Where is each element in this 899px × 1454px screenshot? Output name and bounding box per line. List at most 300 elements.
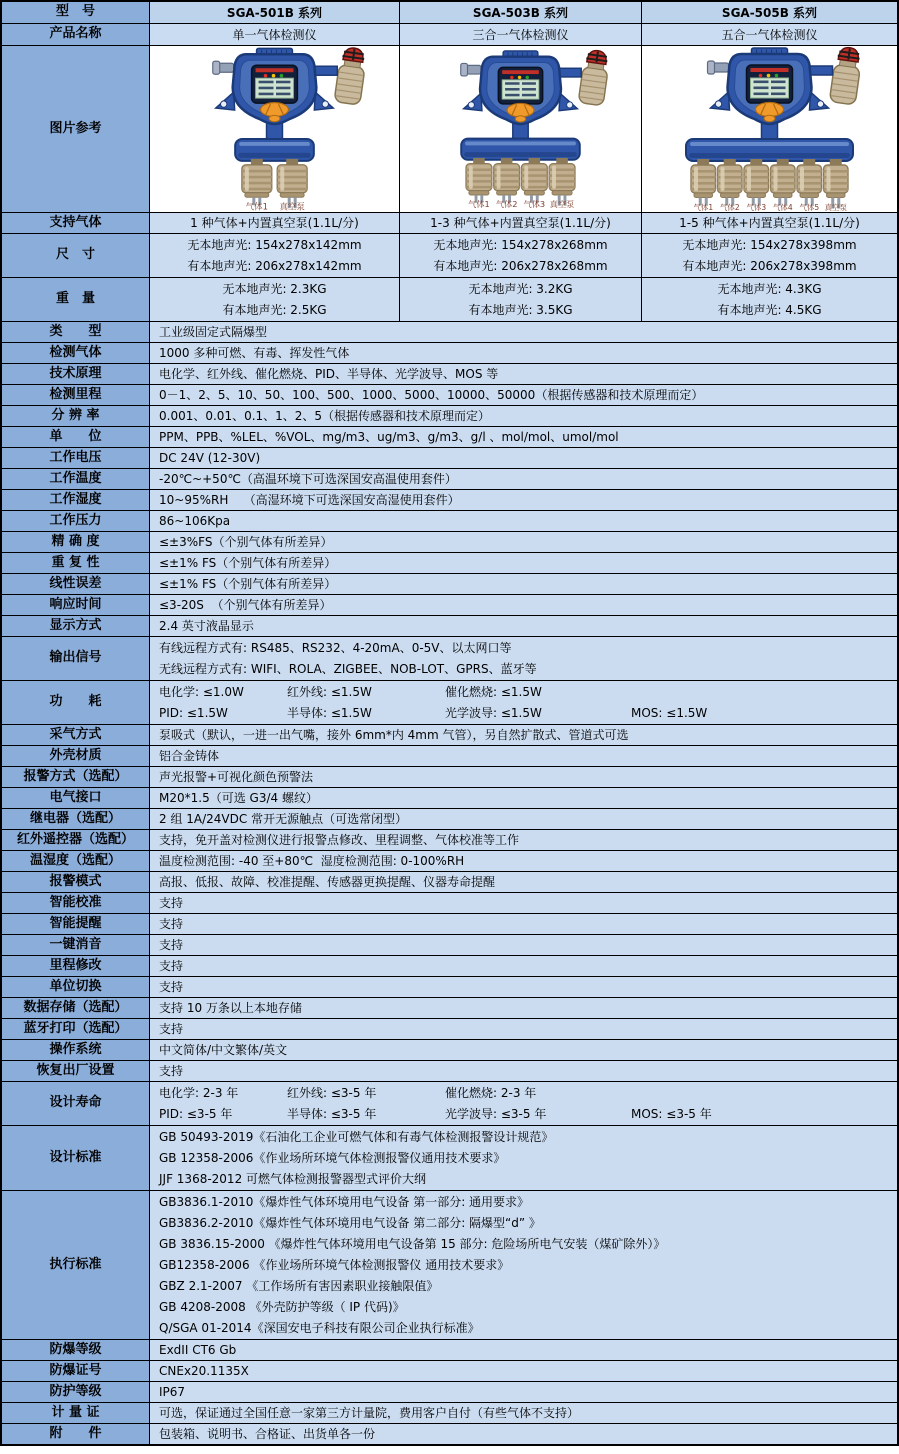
spec-row — [2, 1191, 897, 1340]
spec-value-cell — [150, 746, 897, 766]
spec-text: GBZ 2.1-2007 《工作场所有害因素职业接触限值》 — [159, 1278, 439, 1293]
spec-text: 五合一气体检测仪 — [721, 27, 818, 42]
spec-row — [2, 469, 897, 490]
row-values — [150, 1061, 897, 1081]
spec-text: GB12358-2006 《作业场所环境气体检测报警仪 通用技术要求》 — [159, 1257, 510, 1272]
spec-value-cell — [400, 213, 642, 233]
spec-text: 2 组 1A/24VDC 常开无源触点（可选常闭型） — [159, 812, 408, 826]
spec-row — [2, 788, 897, 809]
spec-value-cell — [150, 914, 897, 934]
row-label: 采气方式 — [2, 725, 150, 745]
spec-text: 有线远程方式有: RS485、RS232、4-20mA、0-5V、以太网口等 — [159, 640, 512, 655]
spec-value-cell — [642, 278, 897, 321]
spec-text: 有本地声光: 4.5KG — [717, 302, 822, 317]
spec-text — [159, 703, 707, 724]
spec-text — [159, 682, 631, 703]
spec-value-cell — [150, 1040, 897, 1060]
spec-value-cell — [150, 1361, 897, 1381]
spec-row — [2, 427, 897, 448]
spec-row — [2, 278, 897, 322]
spec-text: Q/SGA 01-2014《深国安电子科技有限公司企业执行标准》 — [159, 1320, 480, 1335]
spec-text: 无本地声光: 154x278x142mm — [187, 237, 362, 252]
spec-row — [2, 1126, 897, 1191]
spec-text: M20*1.5（可选 G3/4 螺纹） — [159, 791, 318, 805]
spec-value-cell — [150, 234, 400, 277]
spec-text: SGA-505B 系列 — [721, 5, 818, 20]
spec-row — [2, 637, 897, 681]
spec-value-cell — [150, 830, 897, 850]
spec-value-cell — [642, 213, 897, 233]
row-values — [150, 998, 897, 1018]
row-values — [150, 956, 897, 976]
row-label: 检测气体 — [2, 343, 150, 363]
spec-text: ≤±1% FS（个别气体有所差异） — [159, 577, 337, 591]
row-values — [150, 574, 897, 594]
spec-value-cell — [150, 595, 897, 615]
spec-value-cell — [150, 427, 897, 447]
spec-text: PPM、PPB、%LEL、%VOL、mg/m3、ug/m3、g/m3、g/l 、mol/mol、umol/mol — [159, 430, 619, 444]
row-values — [150, 1019, 897, 1039]
row-values — [150, 872, 897, 892]
spec-text: 支持 — [159, 896, 184, 910]
spec-row — [2, 914, 897, 935]
spec-text: 声光报警+可视化颜色预警法 — [159, 770, 314, 784]
row-values — [150, 553, 897, 573]
spec-text-segment: 半导体: ≤1.5W — [287, 705, 372, 720]
row-values — [150, 490, 897, 510]
row-values — [150, 234, 897, 277]
spec-value-cell — [642, 24, 897, 45]
spec-value-cell — [150, 681, 897, 724]
spec-value-cell — [150, 1126, 897, 1190]
row-label: 工作温度 — [2, 469, 150, 489]
spec-text: 高报、低报、故障、校准提醒、传感器更换提醒、仪器寿命提醒 — [159, 875, 496, 889]
row-label: 技术原理 — [2, 364, 150, 384]
spec-value-cell — [150, 490, 897, 510]
spec-value-cell — [150, 1061, 897, 1081]
spec-text: CNEx20.1135X — [159, 1364, 249, 1378]
row-label: 防爆等级 — [2, 1340, 150, 1360]
sensor-label: 气体1 — [693, 203, 714, 212]
spec-value-cell — [150, 1191, 897, 1339]
row-label: 防爆证号 — [2, 1361, 150, 1381]
row-label: 附 件 — [2, 1424, 150, 1444]
spec-text: ≤±1% FS（个别气体有所差异） — [159, 556, 337, 570]
spec-text: 有本地声光: 206x278x268mm — [433, 258, 608, 273]
spec-text-segment: MOS: ≤1.5W — [631, 705, 708, 720]
spec-text: 无线远程方式有: WIFI、ROLA、ZIGBEE、NOB-LOT、GPRS、蓝牙等 — [159, 661, 537, 676]
spec-row — [2, 1361, 897, 1382]
spec-text: GB 12358-2006《作业场所环境气体检测报警仪通用技术要求》 — [159, 1150, 506, 1165]
spec-text-segment: 红外线: ≤3-5 年 — [287, 1085, 377, 1100]
spec-text: 支持 10 万条以上本地存储 — [159, 1001, 302, 1015]
row-label: 智能校准 — [2, 893, 150, 913]
sensor-label: 真空泵 — [549, 199, 575, 210]
spec-row — [2, 574, 897, 595]
spec-row — [2, 532, 897, 553]
spec-row — [2, 322, 897, 343]
row-values — [150, 1403, 897, 1423]
row-label: 报警模式 — [2, 872, 150, 892]
spec-value-cell — [150, 893, 897, 913]
spec-value-cell — [400, 278, 642, 321]
row-values — [150, 385, 897, 405]
spec-row — [2, 767, 897, 788]
row-values — [150, 767, 897, 787]
spec-value-cell — [150, 977, 897, 997]
row-values — [150, 24, 897, 45]
row-values — [150, 893, 897, 913]
row-label: 电气接口 — [2, 788, 150, 808]
spec-value-cell — [150, 767, 897, 787]
row-label: 操作系统 — [2, 1040, 150, 1060]
model-name — [150, 2, 400, 23]
row-values — [150, 532, 897, 552]
alarm-light-icon — [829, 46, 863, 105]
row-label: 功 耗 — [2, 681, 150, 724]
row-values — [150, 637, 897, 680]
row-label: 重 复 性 — [2, 553, 150, 573]
spec-text — [159, 1104, 712, 1125]
spec-text: 包装箱、说明书、合格证、出货单各一份 — [159, 1427, 376, 1441]
row-label: 精 确 度 — [2, 532, 150, 552]
spec-row — [2, 1382, 897, 1403]
spec-text-segment: 电化学: ≤1.0W — [159, 684, 244, 699]
sensor-label: 真空泵 — [824, 203, 847, 212]
row-label: 图片参考 — [2, 46, 150, 212]
spec-text: 1000 多种可燃、有毒、挥发性气体 — [159, 346, 350, 360]
sensor-label: 气体1 — [245, 201, 268, 212]
row-label: 计 量 证 — [2, 1403, 150, 1423]
row-label: 重 量 — [2, 278, 150, 321]
spec-row — [2, 1424, 897, 1444]
spec-text: 10~95%RH （高湿环境下可选深国安高湿使用套件） — [159, 493, 460, 507]
sensor-label: 气体3 — [523, 199, 546, 210]
spec-text: IP67 — [159, 1385, 186, 1399]
spec-text: 86~106Kpa — [159, 514, 231, 528]
spec-text-segment: 半导体: ≤3-5 年 — [287, 1106, 377, 1121]
spec-row — [2, 998, 897, 1019]
spec-row — [2, 830, 897, 851]
spec-text: 1 种气体+内置真空泵(1.1L/分) — [190, 216, 359, 230]
spec-text: GB 50493-2019《石油化工企业可燃气体和有毒气体检测报警设计规范》 — [159, 1129, 554, 1144]
spec-value-cell — [150, 1340, 897, 1360]
spec-value-cell — [150, 998, 897, 1018]
row-label: 类 型 — [2, 322, 150, 342]
spec-text-segment: PID: ≤1.5W — [159, 705, 228, 720]
spec-value-cell — [150, 788, 897, 808]
spec-text: 支持 — [159, 938, 184, 952]
spec-row — [2, 595, 897, 616]
spec-value-cell — [150, 278, 400, 321]
alarm-light-icon — [334, 46, 367, 105]
spec-text: 电化学、红外线、催化燃烧、PID、半导体、光学波导、MOS 等 — [159, 367, 499, 381]
spec-row — [2, 490, 897, 511]
model-name — [642, 2, 897, 23]
row-values — [150, 343, 897, 363]
spec-row — [2, 1082, 897, 1126]
row-label: 显示方式 — [2, 616, 150, 636]
spec-text-segment: 电化学: 2-3 年 — [159, 1085, 239, 1100]
spec-text: 0－1、2、5、10、50、100、500、1000、5000、10000、50000（根据传感器和技术原理而定） — [159, 388, 704, 402]
spec-text: 单一气体检测仪 — [232, 27, 317, 42]
row-label: 线性误差 — [2, 574, 150, 594]
spec-value-cell — [150, 1019, 897, 1039]
spec-text — [159, 1083, 631, 1104]
spec-text: 有本地声光: 206x278x142mm — [187, 258, 362, 273]
spec-text: -20℃~+50℃（高温环境下可选深国安高温使用套件） — [159, 472, 457, 486]
spec-value-cell — [150, 1403, 897, 1423]
row-values — [150, 511, 897, 531]
row-values — [150, 1424, 897, 1444]
spec-row — [2, 616, 897, 637]
spec-value-cell — [150, 448, 897, 468]
spec-text: 无本地声光: 4.3KG — [717, 281, 822, 296]
row-label: 检测里程 — [2, 385, 150, 405]
spec-text: 支持 — [159, 959, 184, 973]
gas-detector-image — [642, 46, 897, 212]
spec-value-cell — [150, 511, 897, 531]
spec-text-segment: 光学波导: ≤3-5 年 — [445, 1106, 547, 1121]
row-label: 恢复出厂设置 — [2, 1061, 150, 1081]
spec-text: 有本地声光: 206x278x398mm — [682, 258, 857, 273]
spec-value-cell — [150, 213, 400, 233]
row-values — [150, 914, 897, 934]
spec-text: 无本地声光: 2.3KG — [222, 281, 327, 296]
spec-value-cell — [150, 809, 897, 829]
spec-value-cell — [150, 364, 897, 384]
row-label: 设计标准 — [2, 1126, 150, 1190]
spec-value-cell — [150, 24, 400, 45]
spec-row — [2, 1340, 897, 1361]
row-values — [150, 213, 897, 233]
row-label: 响应时间 — [2, 595, 150, 615]
spec-text: 工业级固定式隔爆型 — [159, 325, 268, 339]
sensor-label: 气体4 — [772, 203, 793, 212]
row-values — [150, 746, 897, 766]
spec-row — [2, 725, 897, 746]
row-values — [150, 448, 897, 468]
spec-text: 1-5 种气体+内置真空泵(1.1L/分) — [679, 216, 860, 230]
spec-row — [2, 872, 897, 893]
spec-text: SGA-501B 系列 — [226, 5, 323, 20]
row-values — [150, 46, 897, 212]
row-label: 蓝牙打印（选配） — [2, 1019, 150, 1039]
spec-value-cell — [150, 385, 897, 405]
row-label: 智能提醒 — [2, 914, 150, 934]
spec-text: ≤3-20S （个别气体有所差异） — [159, 598, 332, 612]
spec-row — [2, 24, 897, 46]
spec-text-segment: 催化燃烧: ≤1.5W — [445, 684, 542, 699]
spec-text: 支持 — [159, 1064, 184, 1078]
spec-text: ≤±3%FS（个别气体有所差异） — [159, 535, 333, 549]
spec-text: 无本地声光: 3.2KG — [468, 281, 573, 296]
spec-value-cell — [150, 725, 897, 745]
sensor-label: 气体1 — [468, 199, 490, 210]
spec-text: ExdII CT6 Gb — [159, 1343, 237, 1357]
spec-text-segment: 红外线: ≤1.5W — [287, 684, 372, 699]
spec-text-segment: 催化燃烧: 2-3 年 — [445, 1085, 537, 1100]
spec-value-cell — [150, 553, 897, 573]
spec-row — [2, 448, 897, 469]
spec-text: 三合一气体检测仪 — [472, 27, 569, 42]
spec-value-cell — [150, 616, 897, 636]
sensor-label: 气体5 — [799, 203, 820, 212]
row-label: 设计寿命 — [2, 1082, 150, 1125]
row-label: 红外遥控器（选配） — [2, 830, 150, 850]
spec-row — [2, 746, 897, 767]
spec-text: GB3836.1-2010《爆炸性气体环境用电气设备 第一部分: 通用要求》 — [159, 1194, 530, 1209]
row-values — [150, 1040, 897, 1060]
row-label: 产品名称 — [2, 24, 150, 45]
spec-row — [2, 213, 897, 234]
row-label: 执行标准 — [2, 1191, 150, 1339]
spec-text: 0.001、0.01、0.1、1、2、5（根据传感器和技术原理而定） — [159, 409, 491, 423]
spec-text: GB 4208-2008 《外壳防护等级（ IP 代码)》 — [159, 1299, 405, 1314]
device-image-cell — [400, 46, 642, 212]
spec-text: 有本地声光: 2.5KG — [222, 302, 327, 317]
spec-row — [2, 956, 897, 977]
spec-row — [2, 935, 897, 956]
spec-value-cell — [150, 956, 897, 976]
spec-row — [2, 406, 897, 427]
row-label: 支持气体 — [2, 213, 150, 233]
spec-value-cell — [150, 872, 897, 892]
spec-text: 温度检测范围: -40 至+80℃ 湿度检测范围: 0-100%RH — [159, 854, 465, 868]
row-values — [150, 322, 897, 342]
spec-value-cell — [150, 406, 897, 426]
spec-text: GB3836.2-2010《爆炸性气体环境用电气设备 第二部分: 隔爆型“d” 》 — [159, 1215, 541, 1230]
row-label: 型 号 — [2, 2, 150, 23]
spec-text: 支持 — [159, 917, 184, 931]
spec-row — [2, 511, 897, 532]
spec-text-segment: 光学波导: ≤1.5W — [445, 705, 542, 720]
spec-row — [2, 234, 897, 278]
spec-row — [2, 1061, 897, 1082]
spec-value-cell — [150, 851, 897, 871]
row-values — [150, 469, 897, 489]
spec-row — [2, 1019, 897, 1040]
row-label: 工作电压 — [2, 448, 150, 468]
row-label: 报警方式（选配） — [2, 767, 150, 787]
spec-text: 铝合金铸体 — [159, 749, 220, 763]
spec-value-cell — [150, 935, 897, 955]
row-values — [150, 616, 897, 636]
row-label: 单 位 — [2, 427, 150, 447]
row-values — [150, 725, 897, 745]
spec-text: 中文简体/中文繁体/英文 — [159, 1043, 288, 1057]
spec-value-cell — [150, 532, 897, 552]
spec-row — [2, 1040, 897, 1061]
row-values — [150, 1191, 897, 1339]
row-values — [150, 681, 897, 724]
spec-row — [2, 851, 897, 872]
row-values — [150, 851, 897, 871]
row-values — [150, 1361, 897, 1381]
spec-row — [2, 809, 897, 830]
spec-text: 泵吸式（默认，一进一出气嘴，接外 6mm*内 4mm 气管），另自然扩散式、管道式可选 — [159, 728, 629, 742]
spec-text: 有本地声光: 3.5KG — [468, 302, 573, 317]
spec-value-cell — [400, 24, 642, 45]
spec-row — [2, 681, 897, 725]
device-image-cell — [642, 46, 897, 212]
spec-value-cell — [400, 234, 642, 277]
row-label: 尺 寸 — [2, 234, 150, 277]
row-label: 温湿度（选配） — [2, 851, 150, 871]
row-label: 工作湿度 — [2, 490, 150, 510]
row-values — [150, 788, 897, 808]
spec-value-cell — [642, 234, 897, 277]
row-values — [150, 1340, 897, 1360]
row-values — [150, 1126, 897, 1190]
alarm-light-icon — [578, 49, 610, 106]
gas-detector-image — [400, 46, 641, 212]
row-label: 继电器（选配） — [2, 809, 150, 829]
gas-detector-image — [150, 46, 399, 212]
row-values — [150, 1082, 897, 1125]
spec-value-cell — [150, 322, 897, 342]
row-values — [150, 427, 897, 447]
spec-value-cell — [150, 637, 897, 680]
sensor-label: 气体2 — [495, 199, 518, 210]
spec-row — [2, 893, 897, 914]
row-values — [150, 977, 897, 997]
spec-row — [2, 46, 897, 213]
spec-value-cell — [150, 1382, 897, 1402]
spec-text-segment: PID: ≤3-5 年 — [159, 1106, 233, 1121]
spec-value-cell — [150, 1082, 897, 1125]
row-label: 防护等级 — [2, 1382, 150, 1402]
row-values — [150, 2, 897, 23]
row-values — [150, 364, 897, 384]
row-values — [150, 935, 897, 955]
spec-text: SGA-503B 系列 — [472, 5, 569, 20]
spec-text: GB 3836.15-2000 《爆炸性气体环境用电气设备第 15 部分: 危险场所电气安装（煤矿除外）》 — [159, 1236, 666, 1251]
row-values — [150, 595, 897, 615]
row-label: 一键消音 — [2, 935, 150, 955]
row-label: 单位切换 — [2, 977, 150, 997]
spec-value-cell — [150, 1424, 897, 1444]
spec-row — [2, 553, 897, 574]
spec-value-cell — [150, 343, 897, 363]
spec-row — [2, 2, 897, 24]
row-values — [150, 406, 897, 426]
spec-text: 无本地声光: 154x278x268mm — [433, 237, 608, 252]
row-label: 分 辨 率 — [2, 406, 150, 426]
row-values — [150, 830, 897, 850]
spec-row — [2, 1403, 897, 1424]
model-name — [400, 2, 642, 23]
spec-text-segment: MOS: ≤3-5 年 — [631, 1106, 712, 1121]
spec-text: 支持，免开盖对检测仪进行报警点修改、里程调整、气体校准等工作 — [159, 833, 520, 847]
spec-row — [2, 343, 897, 364]
row-label: 工作压力 — [2, 511, 150, 531]
row-label: 数据存储（选配） — [2, 998, 150, 1018]
spec-row — [2, 977, 897, 998]
spec-text: 可选，保证通过全国任意一家第三方计量院，费用客户自付（有些气体不支持） — [159, 1406, 580, 1420]
row-label: 输出信号 — [2, 637, 150, 680]
spec-text: DC 24V (12-30V) — [159, 451, 261, 465]
spec-text: 支持 — [159, 980, 184, 994]
spec-text: 2.4 英寸液晶显示 — [159, 619, 254, 633]
spec-row — [2, 364, 897, 385]
sensor-label: 气体3 — [746, 203, 767, 212]
row-label: 外壳材质 — [2, 746, 150, 766]
spec-text: JJF 1368-2012 可燃气体检测报警器型式评价大纲 — [159, 1171, 427, 1186]
spec-text: 无本地声光: 154x278x398mm — [682, 237, 857, 252]
spec-value-cell — [150, 469, 897, 489]
sensor-label: 真空泵 — [279, 201, 305, 212]
